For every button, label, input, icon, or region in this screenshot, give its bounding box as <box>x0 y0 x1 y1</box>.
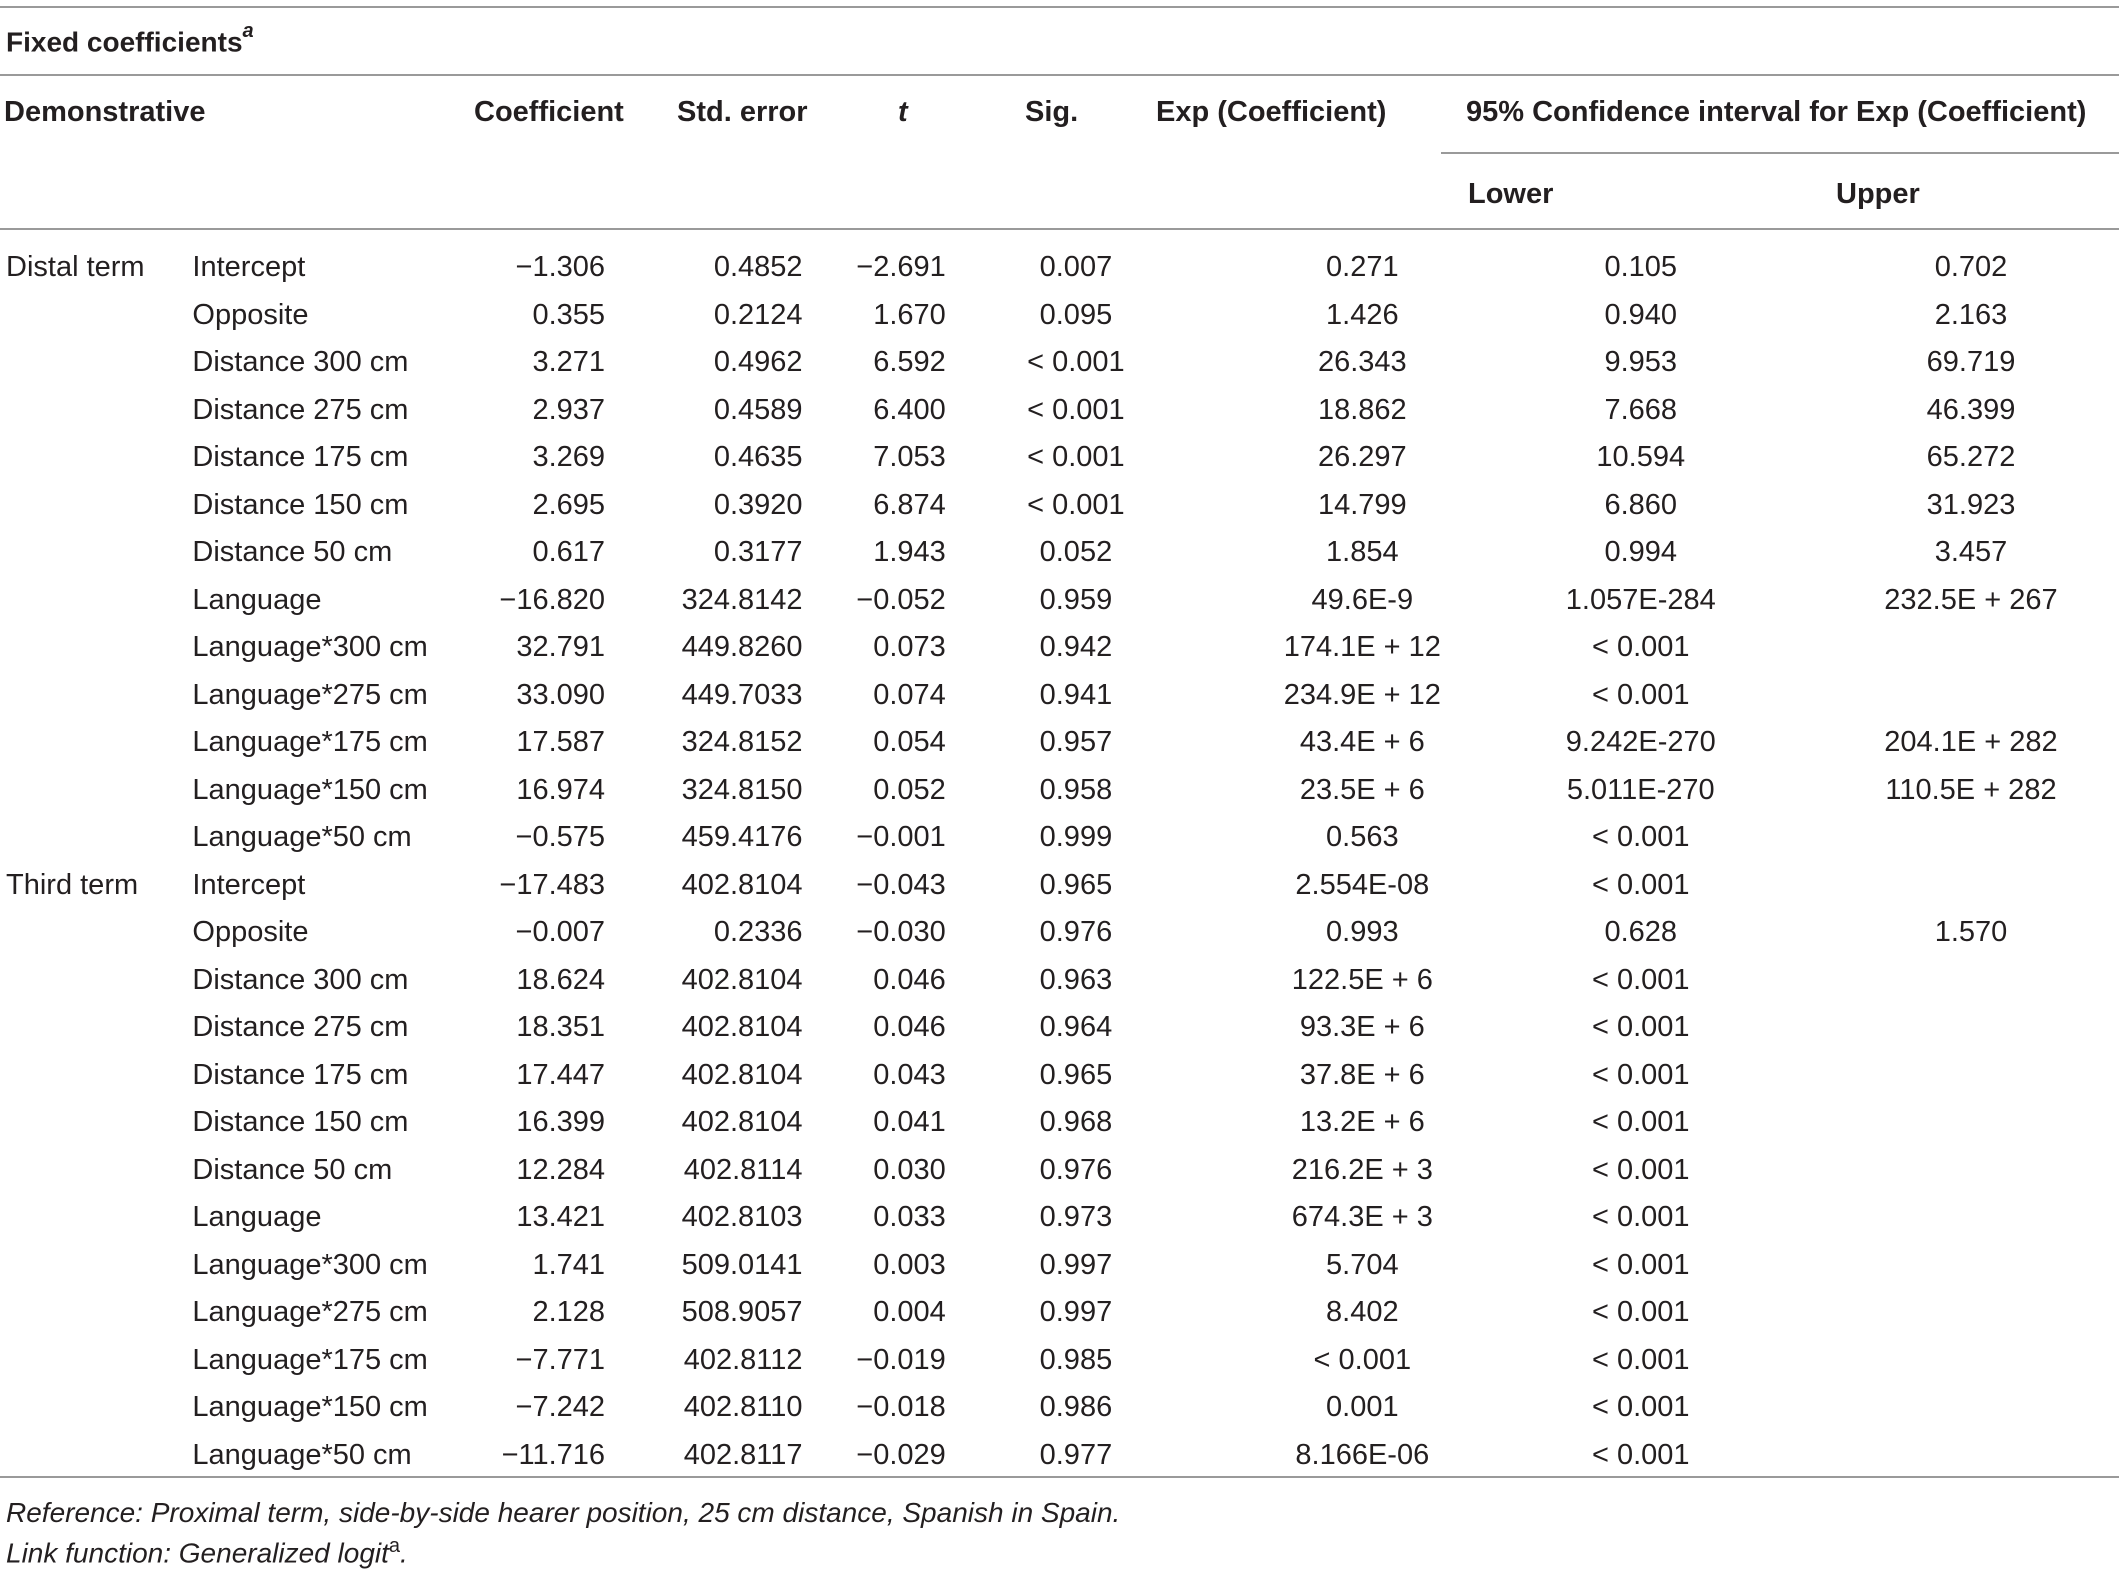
table-row <box>0 482 2119 530</box>
sig-cell: 0.941 <box>1039 678 1113 711</box>
ci-upper-cell <box>1740 1194 2119 1242</box>
coefficient-cell: 2.128 <box>532 1296 606 1329</box>
ci-lower-cell: 0.628 <box>1604 916 1678 949</box>
t-cell: 0.033 <box>873 1201 946 1234</box>
coefficient-cell: 3.269 <box>532 441 606 474</box>
sig-cell: 0.965 <box>1039 868 1113 901</box>
table-bottom-rule <box>0 1476 2119 1478</box>
group-label <box>0 672 192 720</box>
ci-lower-cell: 0.105 <box>1604 251 1678 284</box>
table-row <box>0 1147 2119 1195</box>
sig-cell: 0.986 <box>1039 1391 1113 1424</box>
coefficient-cell: 33.090 <box>516 678 606 711</box>
table-row <box>0 1099 2119 1147</box>
ci-lower-cell: < 0.001 <box>1591 1058 1690 1091</box>
group-label: Distal term <box>6 251 145 284</box>
ci-lower-cell: < 0.001 <box>1591 1296 1690 1329</box>
header-confidence-interval: 95% Confidence interval for Exp (Coefficient) <box>1466 96 2087 128</box>
ci-upper-cell <box>1740 1432 2119 1480</box>
sig-cell: < 0.001 <box>1027 393 1125 426</box>
table-row <box>0 1337 2119 1385</box>
exp-coefficient-cell: 0.993 <box>1326 916 1399 949</box>
ci-upper-cell: 1.570 <box>1934 916 2008 949</box>
term-cell: Distance 300 cm <box>192 963 409 996</box>
exp-coefficient-cell: 0.563 <box>1326 821 1399 854</box>
sig-cell: < 0.001 <box>1027 441 1125 474</box>
ci-upper-cell: 232.5E + 267 <box>1884 583 2058 616</box>
term-cell: Language*50 cm <box>192 821 412 854</box>
term-cell: Language*300 cm <box>192 631 428 664</box>
std-error-cell: 402.8104 <box>681 1106 803 1139</box>
title-footnote-marker: a <box>242 20 254 42</box>
exp-coefficient-cell: 8.402 <box>1326 1296 1399 1329</box>
group-label <box>0 482 192 530</box>
header-sig: Sig. <box>1025 96 1079 128</box>
group-label <box>0 624 192 672</box>
coefficient-cell: 2.695 <box>532 488 606 521</box>
sig-cell: 0.968 <box>1039 1106 1113 1139</box>
ci-lower-cell: 0.994 <box>1604 536 1678 569</box>
sig-cell: 0.957 <box>1039 726 1113 759</box>
term-cell: Language*275 cm <box>192 678 428 711</box>
ci-upper-cell: 204.1E + 282 <box>1884 726 2058 759</box>
ci-lower-cell: < 0.001 <box>1591 1438 1690 1471</box>
group-label <box>0 292 192 340</box>
ci-upper-cell <box>1740 672 2119 720</box>
coefficient-cell: −1.306 <box>515 251 606 284</box>
sig-cell: 0.958 <box>1039 773 1113 806</box>
sig-cell: 0.095 <box>1039 298 1113 331</box>
ci-lower-cell: < 0.001 <box>1591 1106 1690 1139</box>
coefficient-cell: −17.483 <box>499 868 606 901</box>
t-cell: 0.041 <box>873 1106 946 1139</box>
table-row <box>0 1289 2119 1337</box>
coefficients-table <box>0 244 2119 1479</box>
ci-upper-cell <box>1740 1147 2119 1195</box>
std-error-cell: 508.9057 <box>681 1296 803 1329</box>
table-row <box>0 672 2119 720</box>
exp-coefficient-cell: 674.3E + 3 <box>1291 1201 1433 1234</box>
table-row <box>0 434 2119 482</box>
term-cell: Distance 175 cm <box>192 1058 409 1091</box>
ci-upper-cell <box>1740 1242 2119 1290</box>
ci-lower-cell: < 0.001 <box>1591 1391 1690 1424</box>
term-cell: Language*175 cm <box>192 1343 428 1376</box>
exp-coefficient-cell: 49.6E-9 <box>1311 583 1414 616</box>
ci-lower-cell: < 0.001 <box>1591 821 1690 854</box>
ci-header-rule <box>1441 152 2119 154</box>
term-cell: Intercept <box>192 251 306 284</box>
t-cell: 0.052 <box>873 773 946 806</box>
header-t: t <box>898 96 908 128</box>
exp-coefficient-cell: 14.799 <box>1317 488 1407 521</box>
std-error-cell: 0.2124 <box>713 298 803 331</box>
ci-upper-cell: 2.163 <box>1934 298 2008 331</box>
sig-cell: 0.965 <box>1039 1058 1113 1091</box>
exp-coefficient-cell: 18.862 <box>1317 393 1407 426</box>
table-row <box>0 339 2119 387</box>
exp-coefficient-cell: 0.271 <box>1326 251 1399 284</box>
group-label <box>0 814 192 862</box>
coefficient-cell: 3.271 <box>532 346 606 379</box>
exp-coefficient-cell: 1.854 <box>1326 536 1399 569</box>
ci-lower-cell: < 0.001 <box>1591 1248 1690 1281</box>
header-rule-2 <box>0 228 2119 230</box>
term-cell: Language*275 cm <box>192 1296 428 1329</box>
t-cell: 0.046 <box>873 1011 946 1044</box>
exp-coefficient-cell: 122.5E + 6 <box>1291 963 1433 996</box>
table-row <box>0 1432 2119 1480</box>
ci-lower-cell: 0.940 <box>1604 298 1678 331</box>
term-cell: Distance 175 cm <box>192 441 409 474</box>
std-error-cell: 0.4635 <box>713 441 803 474</box>
std-error-cell: 0.4962 <box>713 346 803 379</box>
ci-lower-cell: 10.594 <box>1596 441 1686 474</box>
exp-coefficient-cell: 234.9E + 12 <box>1283 678 1441 711</box>
term-cell: Distance 150 cm <box>192 1106 409 1139</box>
sig-cell: 0.977 <box>1039 1438 1113 1471</box>
sig-cell: 0.985 <box>1039 1343 1113 1376</box>
term-cell: Distance 275 cm <box>192 1011 409 1044</box>
std-error-cell: 402.8104 <box>681 868 803 901</box>
table-title: Fixed coefficients$^a$ <box>6 20 254 58</box>
sig-cell: < 0.001 <box>1027 346 1125 379</box>
sig-cell: 0.007 <box>1039 251 1113 284</box>
sig-cell: 0.997 <box>1039 1296 1113 1329</box>
ci-lower-cell: 6.860 <box>1604 488 1678 521</box>
table-row <box>0 1242 2119 1290</box>
term-cell: Language*300 cm <box>192 1248 428 1281</box>
sig-cell: 0.959 <box>1039 583 1113 616</box>
table-row <box>0 1194 2119 1242</box>
ci-upper-cell <box>1740 1004 2119 1052</box>
std-error-cell: 449.7033 <box>681 678 803 711</box>
coefficient-cell: 1.741 <box>532 1248 606 1281</box>
term-cell: Language*150 cm <box>192 773 428 806</box>
coefficient-cell: 17.447 <box>516 1058 606 1091</box>
coefficient-cell: 16.974 <box>516 773 606 806</box>
group-label <box>0 1242 192 1290</box>
t-cell: −0.052 <box>856 583 946 616</box>
group-label <box>0 1289 192 1337</box>
table-row <box>0 1052 2119 1100</box>
sig-cell: 0.976 <box>1039 1153 1113 1186</box>
coefficient-cell: 13.421 <box>516 1201 606 1234</box>
t-cell: 0.003 <box>873 1248 946 1281</box>
std-error-cell: 402.8104 <box>681 1011 803 1044</box>
ci-lower-cell: < 0.001 <box>1591 678 1690 711</box>
sig-cell: 0.964 <box>1039 1011 1113 1044</box>
table-row <box>0 1384 2119 1432</box>
coefficient-cell: −16.820 <box>499 583 606 616</box>
std-error-cell: 402.8112 <box>683 1343 803 1376</box>
std-error-cell: 0.3177 <box>713 536 803 569</box>
exp-coefficient-cell: 26.297 <box>1317 441 1407 474</box>
ci-upper-cell <box>1740 1052 2119 1100</box>
sig-cell: 0.942 <box>1039 631 1113 664</box>
group-label <box>0 1099 192 1147</box>
exp-coefficient-cell: 43.4E + 6 <box>1299 726 1425 759</box>
std-error-cell: 459.4176 <box>681 821 803 854</box>
exp-coefficient-cell: < 0.001 <box>1313 1343 1412 1376</box>
exp-coefficient-cell: 0.001 <box>1326 1391 1399 1424</box>
ci-upper-cell <box>1740 1289 2119 1337</box>
coefficient-cell: 12.284 <box>516 1153 606 1186</box>
term-cell: Distance 150 cm <box>192 488 409 521</box>
std-error-cell: 0.3920 <box>713 488 803 521</box>
header-rule-1 <box>0 74 2119 76</box>
ci-upper-cell <box>1740 814 2119 862</box>
ci-upper-cell: 110.5E + 282 <box>1885 773 2057 806</box>
term-cell: Intercept <box>192 868 306 901</box>
ci-upper-cell <box>1740 957 2119 1005</box>
ci-lower-cell: < 0.001 <box>1591 868 1690 901</box>
coefficient-cell: −0.575 <box>515 821 606 854</box>
t-cell: −0.018 <box>856 1391 946 1424</box>
std-error-cell: 509.0141 <box>681 1248 803 1281</box>
std-error-cell: 324.8142 <box>681 583 803 616</box>
group-label <box>0 1004 192 1052</box>
ci-upper-cell: 31.923 <box>1926 488 2016 521</box>
coefficient-cell: 18.624 <box>516 963 606 996</box>
header-lower: Lower <box>1468 178 1554 210</box>
ci-lower-cell: 7.668 <box>1604 393 1678 426</box>
table-row <box>0 814 2119 862</box>
ci-upper-cell: 3.457 <box>1934 536 2008 569</box>
ci-upper-cell: 0.702 <box>1934 251 2008 284</box>
ci-lower-cell: 9.242E-270 <box>1565 726 1716 759</box>
t-cell: 0.054 <box>873 726 946 759</box>
ci-lower-cell: < 0.001 <box>1591 1201 1690 1234</box>
ci-lower-cell: < 0.001 <box>1591 963 1690 996</box>
ci-upper-cell: 46.399 <box>1926 393 2016 426</box>
std-error-cell: 402.8114 <box>683 1153 803 1186</box>
group-label <box>0 1384 192 1432</box>
group-label <box>0 434 192 482</box>
term-cell: Opposite <box>192 916 309 949</box>
table-row <box>0 957 2119 1005</box>
exp-coefficient-cell: 216.2E + 3 <box>1291 1153 1433 1186</box>
sig-cell: 0.997 <box>1039 1248 1113 1281</box>
table-row <box>0 909 2119 957</box>
t-cell: 0.030 <box>873 1153 946 1186</box>
term-cell: Language <box>192 583 322 616</box>
sig-cell: 0.976 <box>1039 916 1113 949</box>
term-cell: Language*175 cm <box>192 726 428 759</box>
ci-upper-cell <box>1740 862 2119 910</box>
t-cell: −0.043 <box>856 868 946 901</box>
exp-coefficient-cell: 26.343 <box>1317 346 1407 379</box>
header-demonstrative: Demonstrative <box>4 96 206 128</box>
t-cell: −0.001 <box>856 821 946 854</box>
t-cell: 0.074 <box>873 678 946 711</box>
reference-note: Reference: Proximal term, side-by-side hearer position, 25 cm distance, Spanish in Spain. <box>6 1497 1121 1528</box>
sig-cell: 0.973 <box>1039 1201 1113 1234</box>
term-cell: Language*50 cm <box>192 1438 412 1471</box>
table-row <box>0 719 2119 767</box>
table-row <box>0 624 2119 672</box>
std-error-cell: 324.8150 <box>681 773 803 806</box>
coefficient-cell: 17.587 <box>516 726 606 759</box>
coefficient-cell: 2.937 <box>532 393 606 426</box>
group-label: Third term <box>6 868 139 901</box>
t-cell: 0.046 <box>873 963 946 996</box>
exp-coefficient-cell: 1.426 <box>1326 298 1399 331</box>
coefficient-cell: −7.242 <box>515 1391 606 1424</box>
group-label <box>0 339 192 387</box>
header-exp-coefficient: Exp (Coefficient) <box>1156 96 1387 128</box>
exp-coefficient-cell: 5.704 <box>1326 1248 1399 1281</box>
table-top-rule <box>0 6 2119 8</box>
group-label <box>0 1147 192 1195</box>
t-cell: −0.029 <box>856 1438 946 1471</box>
std-error-cell: 402.8117 <box>683 1438 803 1471</box>
table-row <box>0 767 2119 815</box>
t-cell: 7.053 <box>873 441 946 474</box>
group-label <box>0 529 192 577</box>
term-cell: Language <box>192 1201 322 1234</box>
exp-coefficient-cell: 93.3E + 6 <box>1299 1011 1425 1044</box>
coefficient-cell: −7.771 <box>515 1343 606 1376</box>
exp-coefficient-cell: 13.2E + 6 <box>1299 1106 1425 1139</box>
t-cell: 6.400 <box>873 393 946 426</box>
exp-coefficient-cell: 23.5E + 6 <box>1299 773 1425 806</box>
std-error-cell: 449.8260 <box>681 631 803 664</box>
t-cell: 1.943 <box>873 536 946 569</box>
ci-lower-cell: < 0.001 <box>1591 1343 1690 1376</box>
std-error-cell: 402.8110 <box>683 1391 803 1424</box>
coefficient-cell: −0.007 <box>515 916 606 949</box>
coefficient-cell: 16.399 <box>516 1106 606 1139</box>
std-error-cell: 402.8104 <box>681 1058 803 1091</box>
term-cell: Opposite <box>192 298 309 331</box>
sig-cell: 0.052 <box>1039 536 1113 569</box>
header-coefficient: Coefficient <box>474 96 624 128</box>
group-label <box>0 1194 192 1242</box>
coefficient-cell: 18.351 <box>516 1011 606 1044</box>
group-label <box>0 767 192 815</box>
group-label <box>0 719 192 767</box>
t-cell: 1.670 <box>873 298 946 331</box>
term-cell: Distance 50 cm <box>192 536 393 569</box>
table-row <box>0 529 2119 577</box>
t-cell: 0.043 <box>873 1058 946 1091</box>
ci-upper-cell <box>1740 1099 2119 1147</box>
ci-lower-cell: 1.057E-284 <box>1565 583 1716 616</box>
term-cell: Distance 300 cm <box>192 346 409 379</box>
t-cell: 6.874 <box>873 488 946 521</box>
term-cell: Language*150 cm <box>192 1391 428 1424</box>
std-error-cell: 402.8103 <box>681 1201 803 1234</box>
std-error-cell: 402.8104 <box>681 963 803 996</box>
table-row <box>0 862 2119 910</box>
group-label <box>0 1337 192 1385</box>
sig-cell: 0.963 <box>1039 963 1113 996</box>
table-row <box>0 292 2119 340</box>
t-cell: 0.073 <box>873 631 946 664</box>
ci-upper-cell <box>1740 624 2119 672</box>
exp-coefficient-cell: 37.8E + 6 <box>1299 1058 1425 1091</box>
ci-upper-cell <box>1740 1384 2119 1432</box>
coefficient-cell: −11.716 <box>501 1438 606 1471</box>
std-error-cell: 0.4589 <box>713 393 803 426</box>
coefficient-cell: 32.791 <box>516 631 606 664</box>
header-upper: Upper <box>1836 178 1920 210</box>
coefficient-cell: 0.617 <box>532 536 606 569</box>
link-footnote-marker: a <box>388 1535 401 1557</box>
exp-coefficient-cell: 174.1E + 12 <box>1283 631 1441 664</box>
t-cell: −0.030 <box>856 916 946 949</box>
ci-upper-cell <box>1740 1337 2119 1385</box>
t-cell: −0.019 <box>856 1343 946 1376</box>
link-function-note: Link function: Generalized logit$^a$. <box>6 1535 408 1569</box>
exp-coefficient-cell: 8.166E-06 <box>1295 1438 1430 1471</box>
group-label <box>0 1052 192 1100</box>
ci-lower-cell: < 0.001 <box>1591 1153 1690 1186</box>
std-error-cell: 324.8152 <box>681 726 803 759</box>
header-std-error: Std. error <box>677 96 808 128</box>
table-row <box>0 1004 2119 1052</box>
ci-upper-cell: 65.272 <box>1926 441 2016 474</box>
ci-lower-cell: 5.011E-270 <box>1566 773 1715 806</box>
table-row <box>0 577 2119 625</box>
sig-cell: 0.999 <box>1039 821 1113 854</box>
ci-lower-cell: < 0.001 <box>1591 631 1690 664</box>
std-error-cell: 0.4852 <box>713 251 803 284</box>
t-cell: 6.592 <box>873 346 946 379</box>
table-row <box>0 387 2119 435</box>
ci-upper-cell: 69.719 <box>1926 346 2016 379</box>
group-label <box>0 1432 192 1480</box>
term-cell: Distance 275 cm <box>192 393 409 426</box>
table-row <box>0 244 2119 292</box>
t-cell: 0.004 <box>873 1296 946 1329</box>
term-cell: Distance 50 cm <box>192 1153 393 1186</box>
sig-cell: < 0.001 <box>1027 488 1125 521</box>
group-label <box>0 957 192 1005</box>
group-label <box>0 577 192 625</box>
ci-lower-cell: 9.953 <box>1604 346 1678 379</box>
group-label <box>0 909 192 957</box>
std-error-cell: 0.2336 <box>713 916 803 949</box>
exp-coefficient-cell: 2.554E-08 <box>1295 868 1430 901</box>
group-label <box>0 387 192 435</box>
t-cell: −2.691 <box>856 251 946 284</box>
coefficient-cell: 0.355 <box>532 298 606 331</box>
ci-lower-cell: < 0.001 <box>1591 1011 1690 1044</box>
